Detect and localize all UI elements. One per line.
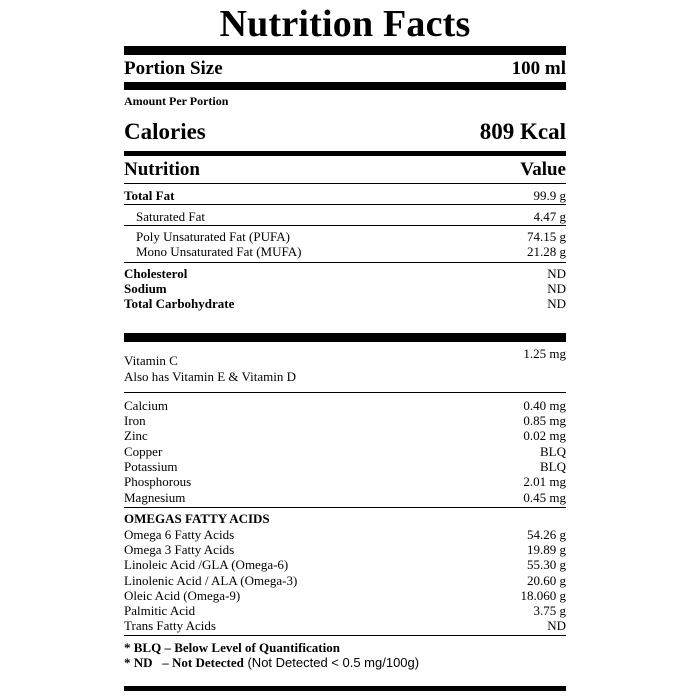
portion-size-value: 100 ml — [511, 58, 566, 79]
bottom-divider — [124, 686, 566, 691]
mineral-row: Iron 0.85 mg — [124, 413, 566, 428]
omega-row: Trans Fatty Acids ND — [124, 618, 566, 633]
total-fat-row: Total Fat 99.9 g — [124, 188, 566, 203]
thick-divider — [124, 46, 566, 55]
omegas-heading: OMEGAS FATTY ACIDS — [124, 511, 270, 526]
divider — [124, 392, 566, 393]
calories-value: 809 Kcal — [479, 119, 566, 144]
omega-row: Oleic Acid (Omega-9) 18.060 g — [124, 588, 566, 603]
divider — [124, 262, 566, 263]
nutrition-column-header: Nutrition — [124, 159, 200, 180]
divider — [124, 204, 566, 205]
portion-size-row — [124, 58, 566, 80]
divider — [124, 507, 566, 508]
amount-per-portion: Amount Per Portion — [124, 94, 229, 108]
vitamin-c-row — [124, 353, 566, 368]
cholesterol-row: Cholesterol ND — [124, 266, 566, 281]
saturated-fat-row: Saturated Fat 4.47 g — [136, 209, 566, 224]
table-header — [124, 159, 566, 181]
sodium-row: Sodium ND — [124, 281, 566, 296]
vitamin-c-value: 1.25 mg — [523, 346, 566, 361]
pufa-row: Poly Unsaturated Fat (PUFA) 74.15 g — [136, 229, 566, 244]
mineral-row: Potassium BLQ — [124, 459, 566, 474]
omega-row: Linolenic Acid / ALA (Omega-3) 20.60 g — [124, 573, 566, 588]
mineral-row: Zinc 0.02 mg — [124, 428, 566, 443]
mineral-row: Calcium 0.40 mg — [124, 398, 566, 413]
vitamin-note-row — [124, 369, 566, 384]
divider — [124, 635, 566, 636]
mufa-row: Mono Unsaturated Fat (MUFA) 21.28 g — [136, 244, 566, 259]
medium-divider — [124, 151, 566, 156]
omega-row: Linoleic Acid /GLA (Omega-6) 55.30 g — [124, 557, 566, 572]
thick-divider — [124, 82, 566, 90]
calories-row — [124, 119, 566, 145]
omega-row: Omega 6 Fatty Acids 54.26 g — [124, 527, 566, 542]
divider — [124, 225, 566, 226]
omega-row: Omega 3 Fatty Acids 19.89 g — [124, 542, 566, 557]
vitamin-note: Also has Vitamin E & Vitamin D — [124, 369, 297, 384]
footnote-blq: * BLQ – Below Level of Quantification — [124, 640, 340, 655]
calories-label: Calories — [124, 119, 206, 144]
mineral-row: Copper BLQ — [124, 444, 566, 459]
vitamin-c-label: Vitamin C — [124, 353, 178, 368]
footnote-nd: * ND – Not Detected (Not Detected < 0.5 mg/100g) — [124, 655, 420, 670]
thick-divider — [124, 333, 566, 342]
carbohydrate-row: Total Carbohydrate ND — [124, 296, 566, 311]
mineral-row: Phosphorous 2.01 mg — [124, 474, 566, 489]
mineral-row: Magnesium 0.45 mg — [124, 490, 566, 505]
divider — [124, 183, 566, 184]
omega-row: Palmitic Acid 3.75 g — [124, 603, 566, 618]
value-column-header: Value — [520, 159, 566, 180]
panel-title: Nutrition Facts — [219, 3, 471, 45]
portion-size-label: Portion Size — [124, 58, 223, 79]
